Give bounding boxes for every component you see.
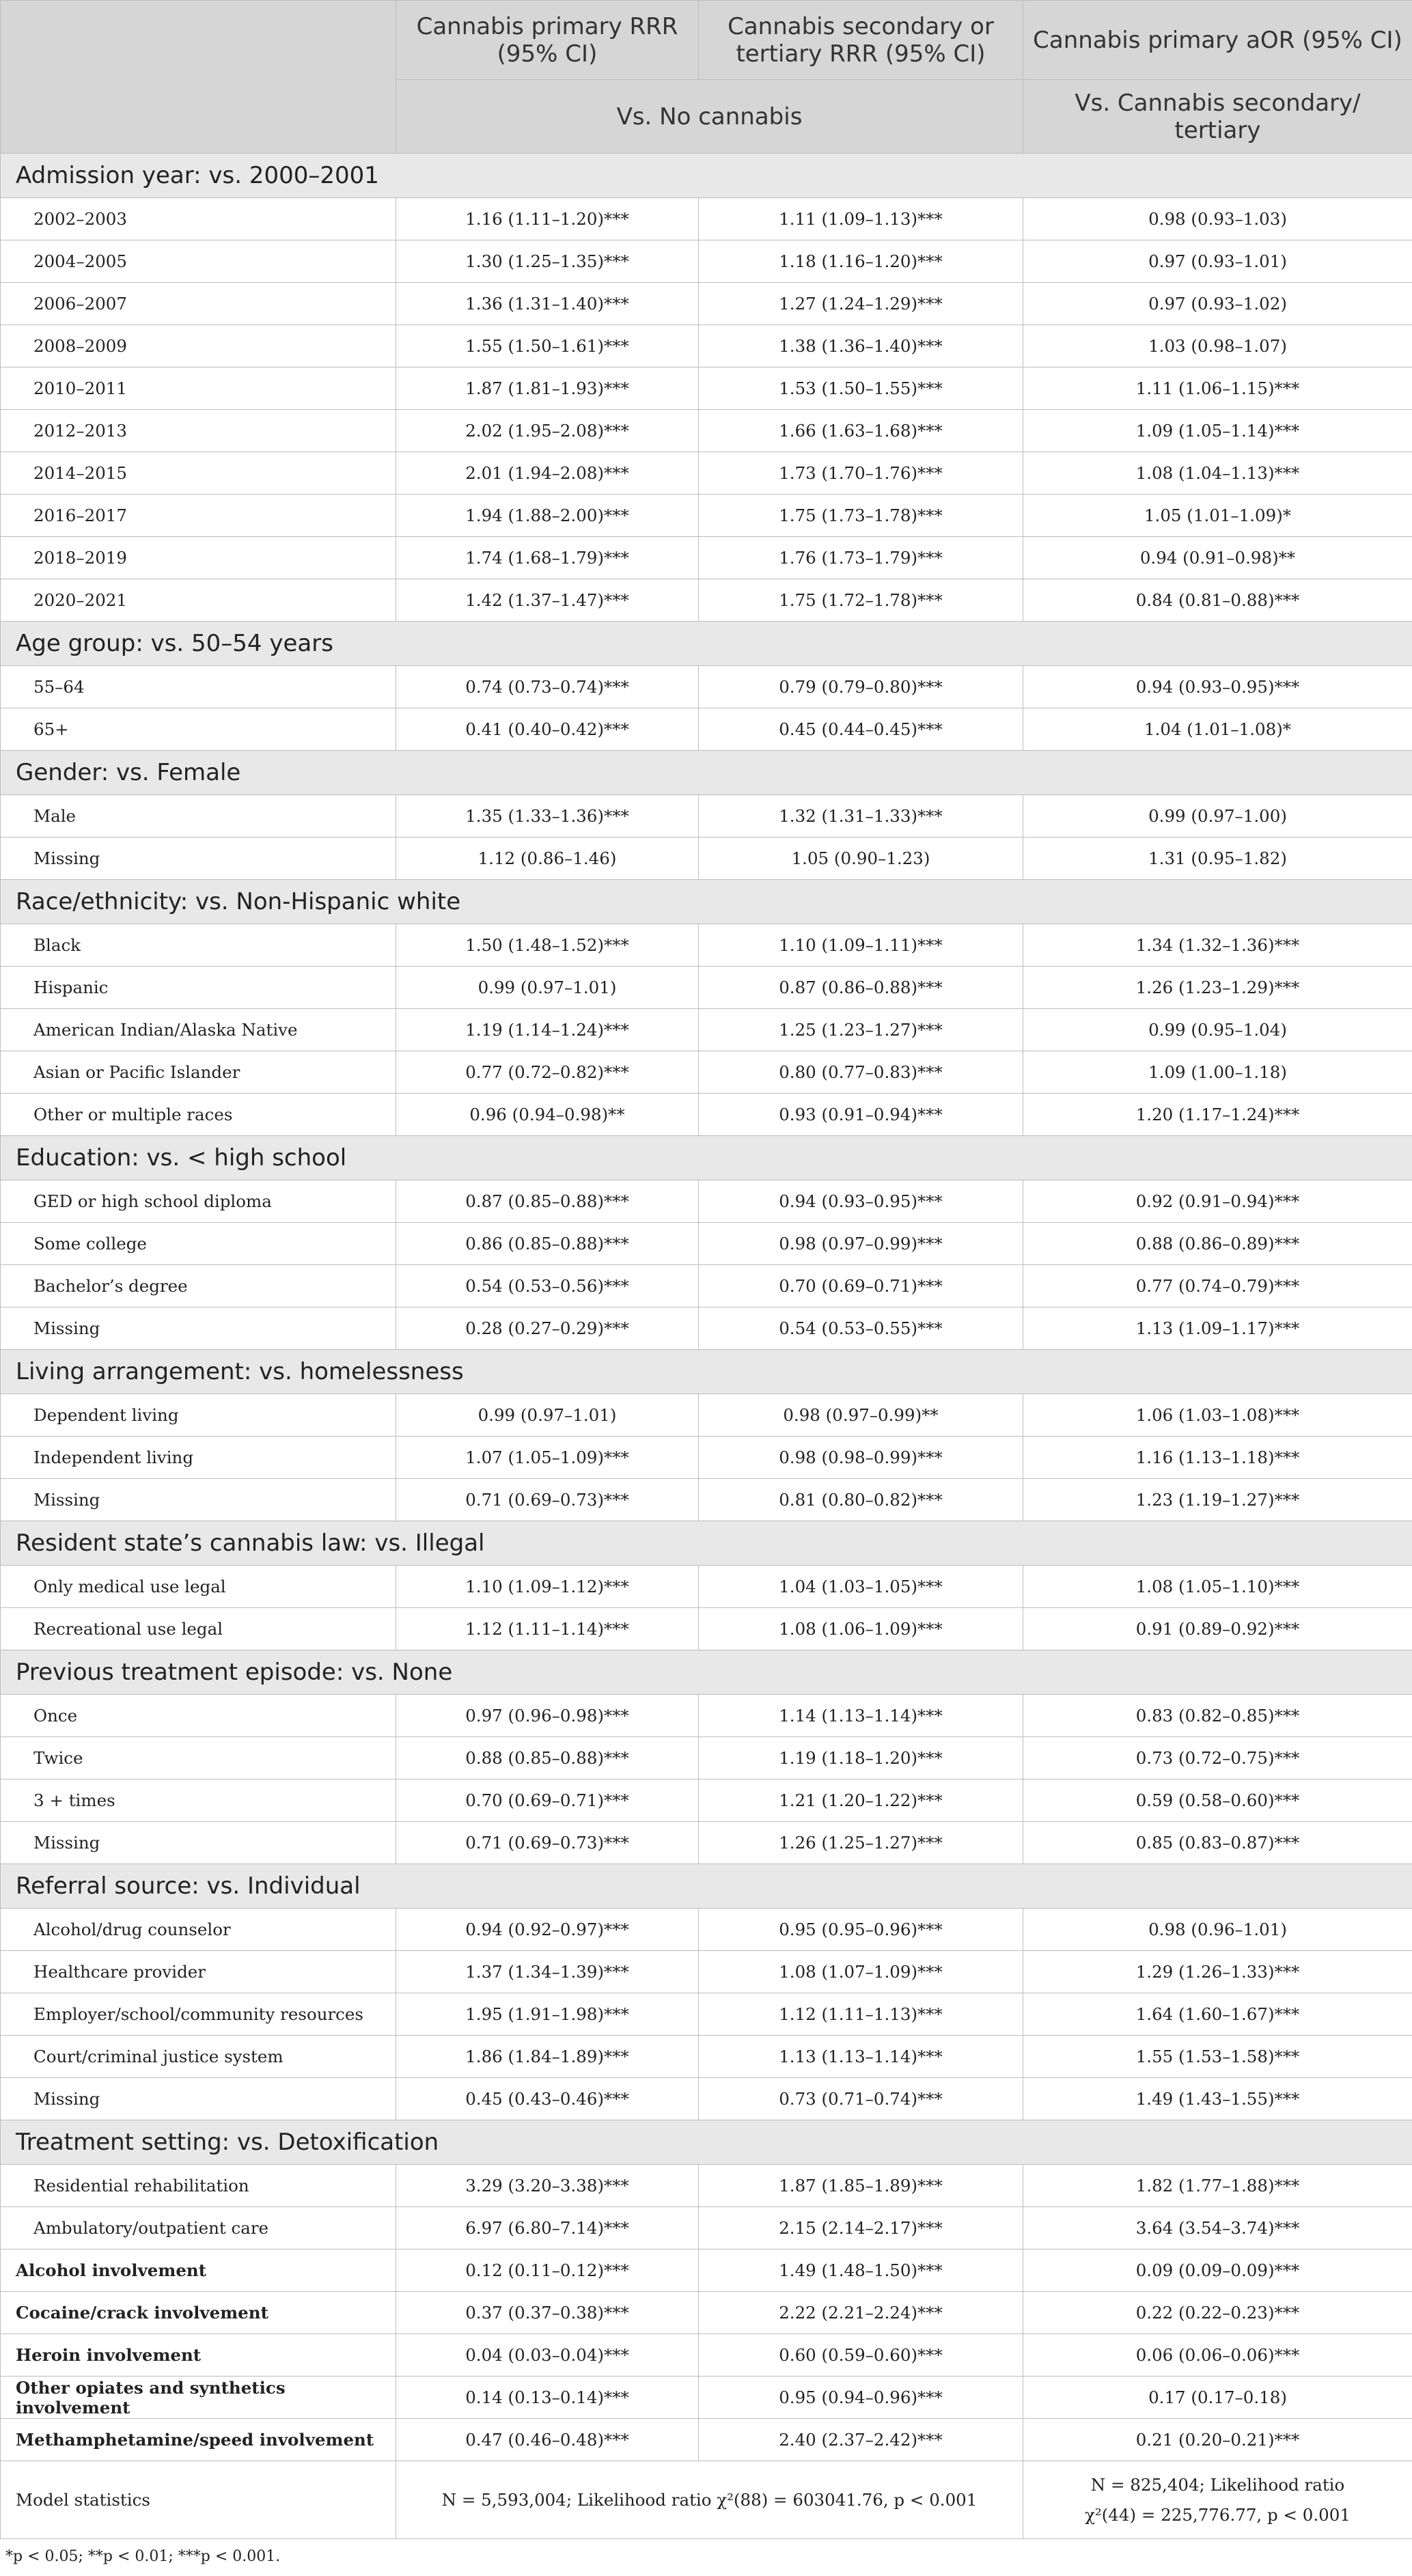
cell-cannabis-secondary-rrr: 1.12 (1.11–1.13)***	[699, 1993, 1023, 2036]
table-row	[1, 924, 1412, 967]
row-label: Only medical use legal	[1, 1566, 396, 1608]
row-label: Male	[1, 795, 396, 837]
row-label: Missing	[1, 837, 396, 880]
model-statistics-rrr: N = 5,593,004; Likelihood ratio χ²(88) = 603041.76, p < 0.001	[396, 2461, 1023, 2539]
cell-cannabis-primary-aor: 1.03 (0.98–1.07)	[1023, 325, 1412, 368]
table-row	[1, 1608, 1412, 1650]
group-title: Living arrangement: vs. homelessness	[1, 1350, 1412, 1394]
cell-cannabis-primary-aor: 0.22 (0.22–0.23)***	[1023, 2292, 1412, 2334]
row-label: 2008–2009	[1, 325, 396, 368]
cell-cannabis-primary-aor: 0.91 (0.89–0.92)***	[1023, 1608, 1412, 1650]
row-label: Residential rehabilitation	[1, 2165, 396, 2207]
group-header-row	[1, 751, 1412, 795]
table-row	[1, 2334, 1412, 2377]
cell-cannabis-primary-rrr: 1.74 (1.68–1.79)***	[396, 537, 699, 579]
table-row	[1, 198, 1412, 240]
row-label: 2006–2007	[1, 283, 396, 325]
table-row	[1, 325, 1412, 368]
cell-cannabis-primary-rrr: 1.86 (1.84–1.89)***	[396, 2036, 699, 2078]
table-row	[1, 1993, 1412, 2036]
cell-cannabis-primary-aor: 0.99 (0.95–1.04)	[1023, 1009, 1412, 1051]
cell-cannabis-secondary-rrr: 1.08 (1.06–1.09)***	[699, 1608, 1023, 1650]
cell-cannabis-primary-aor: 0.73 (0.72–0.75)***	[1023, 1737, 1412, 1779]
table-row	[1, 2165, 1412, 2207]
table-row	[1, 2207, 1412, 2249]
cell-cannabis-primary-rrr: 0.94 (0.92–0.97)***	[396, 1909, 699, 1951]
cell-cannabis-secondary-rrr: 0.94 (0.93–0.95)***	[699, 1180, 1023, 1223]
header-vs-secondary: Vs. Cannabis secondary/ tertiary	[1023, 80, 1412, 154]
cell-cannabis-primary-rrr: 1.12 (0.86–1.46)	[396, 837, 699, 880]
cell-cannabis-secondary-rrr: 1.26 (1.25–1.27)***	[699, 1822, 1023, 1864]
table-row	[1, 837, 1412, 880]
cell-cannabis-primary-aor: 1.09 (1.00–1.18)	[1023, 1051, 1412, 1094]
table-row	[1, 1479, 1412, 1521]
table-row	[1, 1009, 1412, 1051]
table-row	[1, 1223, 1412, 1265]
table-row	[1, 708, 1412, 751]
row-label: 2010–2011	[1, 368, 396, 410]
cell-cannabis-secondary-rrr: 0.98 (0.98–0.99)***	[699, 1437, 1023, 1479]
cell-cannabis-primary-rrr: 0.71 (0.69–0.73)***	[396, 1822, 699, 1864]
group-header-row	[1, 622, 1412, 666]
cell-cannabis-primary-aor: 1.08 (1.04–1.13)***	[1023, 452, 1412, 495]
row-label: Hispanic	[1, 967, 396, 1009]
footnote: *p < 0.05; **p < 0.01; ***p < 0.001.	[5, 2548, 281, 2565]
cell-cannabis-primary-aor: 1.20 (1.17–1.24)***	[1023, 1094, 1412, 1136]
row-label: Ambulatory/outpatient care	[1, 2207, 396, 2249]
cell-cannabis-primary-rrr: 1.07 (1.05–1.09)***	[396, 1437, 699, 1479]
cell-cannabis-primary-aor: 1.13 (1.09–1.17)***	[1023, 1307, 1412, 1350]
row-label: Some college	[1, 1223, 396, 1265]
table-row	[1, 2249, 1412, 2292]
header-vs-no-cannabis: Vs. No cannabis	[396, 80, 1023, 154]
cell-cannabis-secondary-rrr: 1.10 (1.09–1.11)***	[699, 924, 1023, 967]
row-label: 2018–2019	[1, 537, 396, 579]
model-statistics-label: Model statistics	[1, 2461, 396, 2539]
group-title: Previous treatment episode: vs. None	[1, 1650, 1412, 1695]
group-title: Race/ethnicity: vs. Non-Hispanic white	[1, 880, 1412, 924]
cell-cannabis-secondary-rrr: 0.81 (0.80–0.82)***	[699, 1479, 1023, 1521]
cell-cannabis-primary-rrr: 1.35 (1.33–1.36)***	[396, 795, 699, 837]
row-label: Twice	[1, 1737, 396, 1779]
row-label: Missing	[1, 2078, 396, 2120]
cell-cannabis-primary-rrr: 2.02 (1.95–2.08)***	[396, 410, 699, 452]
row-label: Alcohol/drug counselor	[1, 1909, 396, 1951]
cell-cannabis-primary-aor: 0.98 (0.96–1.01)	[1023, 1909, 1412, 1951]
table-row	[1, 967, 1412, 1009]
cell-cannabis-secondary-rrr: 0.95 (0.95–0.96)***	[699, 1909, 1023, 1951]
cell-cannabis-primary-rrr: 1.16 (1.11–1.20)***	[396, 198, 699, 240]
row-label: 2002–2003	[1, 198, 396, 240]
group-title: Referral source: vs. Individual	[1, 1864, 1412, 1909]
table-row	[1, 1737, 1412, 1779]
cell-cannabis-secondary-rrr: 0.93 (0.91–0.94)***	[699, 1094, 1023, 1136]
cell-cannabis-secondary-rrr: 1.73 (1.70–1.76)***	[699, 452, 1023, 495]
row-label: 2004–2005	[1, 240, 396, 283]
cell-cannabis-secondary-rrr: 1.13 (1.13–1.14)***	[699, 2036, 1023, 2078]
cell-cannabis-primary-aor: 1.04 (1.01–1.08)*	[1023, 708, 1412, 751]
cell-cannabis-primary-aor: 0.06 (0.06–0.06)***	[1023, 2334, 1412, 2377]
table-row	[1, 1307, 1412, 1350]
cell-cannabis-primary-aor: 3.64 (3.54–3.74)***	[1023, 2207, 1412, 2249]
group-header-row	[1, 154, 1412, 198]
cell-cannabis-secondary-rrr: 0.95 (0.94–0.96)***	[699, 2377, 1023, 2419]
header-cannabis-secondary-rrr: Cannabis secondary or tertiary RRR (95% CI)	[699, 1, 1023, 80]
row-label: Dependent living	[1, 1394, 396, 1437]
cell-cannabis-primary-rrr: 1.87 (1.81–1.93)***	[396, 368, 699, 410]
row-label: 2016–2017	[1, 495, 396, 537]
row-label: Heroin involvement	[1, 2334, 396, 2377]
cell-cannabis-secondary-rrr: 0.79 (0.79–0.80)***	[699, 666, 1023, 708]
cell-cannabis-primary-aor: 1.31 (0.95–1.82)	[1023, 837, 1412, 880]
row-label: 2012–2013	[1, 410, 396, 452]
table-row	[1, 1437, 1412, 1479]
cell-cannabis-primary-rrr: 0.96 (0.94–0.98)**	[396, 1094, 699, 1136]
row-label: Once	[1, 1695, 396, 1737]
cell-cannabis-secondary-rrr: 1.11 (1.09–1.13)***	[699, 198, 1023, 240]
table-row	[1, 2036, 1412, 2078]
row-label: 2020–2021	[1, 579, 396, 622]
row-label: 65+	[1, 708, 396, 751]
cell-cannabis-primary-rrr: 0.77 (0.72–0.82)***	[396, 1051, 699, 1094]
table-row	[1, 283, 1412, 325]
cell-cannabis-primary-aor: 1.49 (1.43–1.55)***	[1023, 2078, 1412, 2120]
row-label: Methamphetamine/speed involvement	[1, 2419, 396, 2461]
group-header-row	[1, 1864, 1412, 1909]
table-row	[1, 795, 1412, 837]
cell-cannabis-primary-rrr: 0.45 (0.43–0.46)***	[396, 2078, 699, 2120]
cell-cannabis-primary-rrr: 0.99 (0.97–1.01)	[396, 1394, 699, 1437]
cell-cannabis-primary-rrr: 0.99 (0.97–1.01)	[396, 967, 699, 1009]
cell-cannabis-secondary-rrr: 1.53 (1.50–1.55)***	[699, 368, 1023, 410]
row-label: Missing	[1, 1479, 396, 1521]
cell-cannabis-primary-rrr: 2.01 (1.94–2.08)***	[396, 452, 699, 495]
cell-cannabis-primary-aor: 0.97 (0.93–1.01)	[1023, 240, 1412, 283]
table-row	[1, 1909, 1412, 1951]
cell-cannabis-primary-rrr: 0.41 (0.40–0.42)***	[396, 708, 699, 751]
cell-cannabis-primary-rrr: 1.36 (1.31–1.40)***	[396, 283, 699, 325]
header-blank	[1, 1, 396, 154]
cell-cannabis-primary-aor: 1.06 (1.03–1.08)***	[1023, 1394, 1412, 1437]
cell-cannabis-secondary-rrr: 0.60 (0.59–0.60)***	[699, 2334, 1023, 2377]
group-title: Treatment setting: vs. Detoxification	[1, 2120, 1412, 2165]
cell-cannabis-primary-aor: 0.09 (0.09–0.09)***	[1023, 2249, 1412, 2292]
cell-cannabis-secondary-rrr: 1.87 (1.85–1.89)***	[699, 2165, 1023, 2207]
cell-cannabis-primary-aor: 0.98 (0.93–1.03)	[1023, 198, 1412, 240]
table-row	[1, 2078, 1412, 2120]
row-label: Recreational use legal	[1, 1608, 396, 1650]
header-cannabis-primary-rrr: Cannabis primary RRR (95% CI)	[396, 1, 699, 80]
cell-cannabis-secondary-rrr: 0.98 (0.97–0.99)***	[699, 1223, 1023, 1265]
row-label: Missing	[1, 1822, 396, 1864]
table-row	[1, 1394, 1412, 1437]
cell-cannabis-secondary-rrr: 1.38 (1.36–1.40)***	[699, 325, 1023, 368]
row-label: Cocaine/crack involvement	[1, 2292, 396, 2334]
cell-cannabis-primary-rrr: 1.30 (1.25–1.35)***	[396, 240, 699, 283]
row-label: GED or high school diploma	[1, 1180, 396, 1223]
table-row	[1, 240, 1412, 283]
cell-cannabis-secondary-rrr: 0.80 (0.77–0.83)***	[699, 1051, 1023, 1094]
row-label: Asian or Pacific Islander	[1, 1051, 396, 1094]
cell-cannabis-secondary-rrr: 1.05 (0.90–1.23)	[699, 837, 1023, 880]
cell-cannabis-primary-rrr: 1.19 (1.14–1.24)***	[396, 1009, 699, 1051]
group-header-row	[1, 1136, 1412, 1180]
cell-cannabis-primary-rrr: 0.14 (0.13–0.14)***	[396, 2377, 699, 2419]
cell-cannabis-primary-rrr: 1.42 (1.37–1.47)***	[396, 579, 699, 622]
row-label: Missing	[1, 1307, 396, 1350]
cell-cannabis-secondary-rrr: 1.18 (1.16–1.20)***	[699, 240, 1023, 283]
cell-cannabis-primary-rrr: 1.95 (1.91–1.98)***	[396, 1993, 699, 2036]
cell-cannabis-secondary-rrr: 1.27 (1.24–1.29)***	[699, 283, 1023, 325]
cell-cannabis-secondary-rrr: 1.66 (1.63–1.68)***	[699, 410, 1023, 452]
cell-cannabis-primary-rrr: 0.28 (0.27–0.29)***	[396, 1307, 699, 1350]
cell-cannabis-primary-aor: 1.16 (1.13–1.18)***	[1023, 1437, 1412, 1479]
cell-cannabis-primary-rrr: 0.71 (0.69–0.73)***	[396, 1479, 699, 1521]
model-statistics-aor-line1: N = 825,404; Likelihood ratio	[1090, 2474, 1345, 2495]
cell-cannabis-secondary-rrr: 0.98 (0.97–0.99)**	[699, 1394, 1023, 1437]
cell-cannabis-secondary-rrr: 2.22 (2.21–2.24)***	[699, 2292, 1023, 2334]
cell-cannabis-primary-rrr: 0.86 (0.85–0.88)***	[396, 1223, 699, 1265]
cell-cannabis-primary-aor: 0.84 (0.81–0.88)***	[1023, 579, 1412, 622]
cell-cannabis-primary-rrr: 3.29 (3.20–3.38)***	[396, 2165, 699, 2207]
row-label: Court/criminal justice system	[1, 2036, 396, 2078]
table-row	[1, 368, 1412, 410]
cell-cannabis-primary-rrr: 1.12 (1.11–1.14)***	[396, 1608, 699, 1650]
group-title: Age group: vs. 50–54 years	[1, 622, 1412, 666]
cell-cannabis-primary-aor: 0.94 (0.91–0.98)**	[1023, 537, 1412, 579]
cell-cannabis-secondary-rrr: 1.49 (1.48–1.50)***	[699, 2249, 1023, 2292]
group-header-row	[1, 1650, 1412, 1695]
table-row	[1, 495, 1412, 537]
cell-cannabis-primary-rrr: 0.87 (0.85–0.88)***	[396, 1180, 699, 1223]
cell-cannabis-secondary-rrr: 0.45 (0.44–0.45)***	[699, 708, 1023, 751]
cell-cannabis-primary-rrr: 0.97 (0.96–0.98)***	[396, 1695, 699, 1737]
cell-cannabis-secondary-rrr: 0.73 (0.71–0.74)***	[699, 2078, 1023, 2120]
row-label: Independent living	[1, 1437, 396, 1479]
cell-cannabis-primary-rrr: 0.12 (0.11–0.12)***	[396, 2249, 699, 2292]
group-header-row	[1, 880, 1412, 924]
cell-cannabis-primary-aor: 0.92 (0.91–0.94)***	[1023, 1180, 1412, 1223]
table-row	[1, 452, 1412, 495]
table-body	[1, 154, 1412, 2539]
cell-cannabis-primary-rrr: 1.50 (1.48–1.52)***	[396, 924, 699, 967]
row-label: Alcohol involvement	[1, 2249, 396, 2292]
group-header-row	[1, 1350, 1412, 1394]
cell-cannabis-secondary-rrr: 1.75 (1.73–1.78)***	[699, 495, 1023, 537]
cell-cannabis-secondary-rrr: 2.40 (2.37–2.42)***	[699, 2419, 1023, 2461]
cell-cannabis-primary-rrr: 6.97 (6.80–7.14)***	[396, 2207, 699, 2249]
group-header-row	[1, 1521, 1412, 1566]
cell-cannabis-secondary-rrr: 2.15 (2.14–2.17)***	[699, 2207, 1023, 2249]
cell-cannabis-primary-rrr: 0.70 (0.69–0.71)***	[396, 1779, 699, 1822]
table-row	[1, 2292, 1412, 2334]
group-title: Resident state’s cannabis law: vs. Illegal	[1, 1521, 1412, 1566]
table-row	[1, 1566, 1412, 1608]
cell-cannabis-primary-rrr: 0.88 (0.85–0.88)***	[396, 1737, 699, 1779]
table-row	[1, 410, 1412, 452]
row-label: 55–64	[1, 666, 396, 708]
cell-cannabis-primary-aor: 1.29 (1.26–1.33)***	[1023, 1951, 1412, 1993]
cell-cannabis-primary-aor: 1.09 (1.05–1.14)***	[1023, 410, 1412, 452]
table-row	[1, 1180, 1412, 1223]
cell-cannabis-secondary-rrr: 0.70 (0.69–0.71)***	[699, 1265, 1023, 1307]
cell-cannabis-secondary-rrr: 1.25 (1.23–1.27)***	[699, 1009, 1023, 1051]
table-row	[1, 1951, 1412, 1993]
cell-cannabis-primary-rrr: 0.04 (0.03–0.04)***	[396, 2334, 699, 2377]
group-title: Gender: vs. Female	[1, 751, 1412, 795]
cell-cannabis-primary-aor: 0.59 (0.58–0.60)***	[1023, 1779, 1412, 1822]
cell-cannabis-primary-rrr: 1.55 (1.50–1.61)***	[396, 325, 699, 368]
header-cannabis-primary-aor: Cannabis primary aOR (95% CI)	[1023, 1, 1412, 80]
cell-cannabis-primary-aor: 1.08 (1.05–1.10)***	[1023, 1566, 1412, 1608]
cell-cannabis-secondary-rrr: 1.21 (1.20–1.22)***	[699, 1779, 1023, 1822]
row-label: Employer/school/community resources	[1, 1993, 396, 2036]
cell-cannabis-primary-rrr: 0.37 (0.37–0.38)***	[396, 2292, 699, 2334]
table-row	[1, 1094, 1412, 1136]
cell-cannabis-primary-aor: 0.77 (0.74–0.79)***	[1023, 1265, 1412, 1307]
cell-cannabis-primary-aor: 1.23 (1.19–1.27)***	[1023, 1479, 1412, 1521]
cell-cannabis-secondary-rrr: 1.76 (1.73–1.79)***	[699, 537, 1023, 579]
table-row	[1, 2419, 1412, 2461]
cell-cannabis-secondary-rrr: 1.19 (1.18–1.20)***	[699, 1737, 1023, 1779]
model-statistics-aor	[1023, 2461, 1412, 2539]
table-row	[1, 1779, 1412, 1822]
cell-cannabis-primary-aor: 0.97 (0.93–1.02)	[1023, 283, 1412, 325]
row-label: Healthcare provider	[1, 1951, 396, 1993]
row-label: American Indian/Alaska Native	[1, 1009, 396, 1051]
cell-cannabis-secondary-rrr: 1.32 (1.31–1.33)***	[699, 795, 1023, 837]
cell-cannabis-primary-aor: 1.26 (1.23–1.29)***	[1023, 967, 1412, 1009]
cell-cannabis-secondary-rrr: 0.54 (0.53–0.55)***	[699, 1307, 1023, 1350]
cell-cannabis-primary-rrr: 0.54 (0.53–0.56)***	[396, 1265, 699, 1307]
cell-cannabis-primary-aor: 0.85 (0.83–0.87)***	[1023, 1822, 1412, 1864]
model-statistics-row	[1, 2461, 1412, 2539]
group-title: Education: vs. < high school	[1, 1136, 1412, 1180]
cell-cannabis-primary-aor: 0.21 (0.20–0.21)***	[1023, 2419, 1412, 2461]
cell-cannabis-primary-aor: 1.82 (1.77–1.88)***	[1023, 2165, 1412, 2207]
group-header-row	[1, 2120, 1412, 2165]
cell-cannabis-secondary-rrr: 1.75 (1.72–1.78)***	[699, 579, 1023, 622]
table-row	[1, 1051, 1412, 1094]
table-row	[1, 537, 1412, 579]
table-row	[1, 2377, 1412, 2419]
table-row	[1, 1695, 1412, 1737]
cell-cannabis-primary-rrr: 0.74 (0.73–0.74)***	[396, 666, 699, 708]
row-label: Other opiates and synthetics involvement	[1, 2377, 396, 2419]
row-label: 2014–2015	[1, 452, 396, 495]
cell-cannabis-primary-aor: 0.17 (0.17–0.18)	[1023, 2377, 1412, 2419]
table-row	[1, 1265, 1412, 1307]
cell-cannabis-primary-aor: 1.05 (1.01–1.09)*	[1023, 495, 1412, 537]
table-row	[1, 1822, 1412, 1864]
table-row	[1, 579, 1412, 622]
cell-cannabis-secondary-rrr: 1.04 (1.03–1.05)***	[699, 1566, 1023, 1608]
cell-cannabis-primary-aor: 0.88 (0.86–0.89)***	[1023, 1223, 1412, 1265]
cell-cannabis-primary-rrr: 0.47 (0.46–0.48)***	[396, 2419, 699, 2461]
table-row	[1, 666, 1412, 708]
cell-cannabis-primary-rrr: 1.94 (1.88–2.00)***	[396, 495, 699, 537]
cell-cannabis-primary-rrr: 1.10 (1.09–1.12)***	[396, 1566, 699, 1608]
cell-cannabis-secondary-rrr: 1.14 (1.13–1.14)***	[699, 1695, 1023, 1737]
row-label: Black	[1, 924, 396, 967]
model-statistics-aor-line2: χ²(44) = 225,776.77, p < 0.001	[1085, 2504, 1351, 2525]
cell-cannabis-secondary-rrr: 0.87 (0.86–0.88)***	[699, 967, 1023, 1009]
cell-cannabis-primary-aor: 1.11 (1.06–1.15)***	[1023, 368, 1412, 410]
cell-cannabis-secondary-rrr: 1.08 (1.07–1.09)***	[699, 1951, 1023, 1993]
cell-cannabis-primary-aor: 1.34 (1.32–1.36)***	[1023, 924, 1412, 967]
cell-cannabis-primary-aor: 0.99 (0.97–1.00)	[1023, 795, 1412, 837]
cell-cannabis-primary-aor: 1.64 (1.60–1.67)***	[1023, 1993, 1412, 2036]
row-label: Bachelor’s degree	[1, 1265, 396, 1307]
cell-cannabis-primary-rrr: 1.37 (1.34–1.39)***	[396, 1951, 699, 1993]
cell-cannabis-primary-aor: 1.55 (1.53–1.58)***	[1023, 2036, 1412, 2078]
group-title: Admission year: vs. 2000–2001	[1, 154, 1412, 198]
cell-cannabis-primary-aor: 0.94 (0.93–0.95)***	[1023, 666, 1412, 708]
row-label: Other or multiple races	[1, 1094, 396, 1136]
cell-cannabis-primary-aor: 0.83 (0.82–0.85)***	[1023, 1695, 1412, 1737]
row-label: 3 + times	[1, 1779, 396, 1822]
